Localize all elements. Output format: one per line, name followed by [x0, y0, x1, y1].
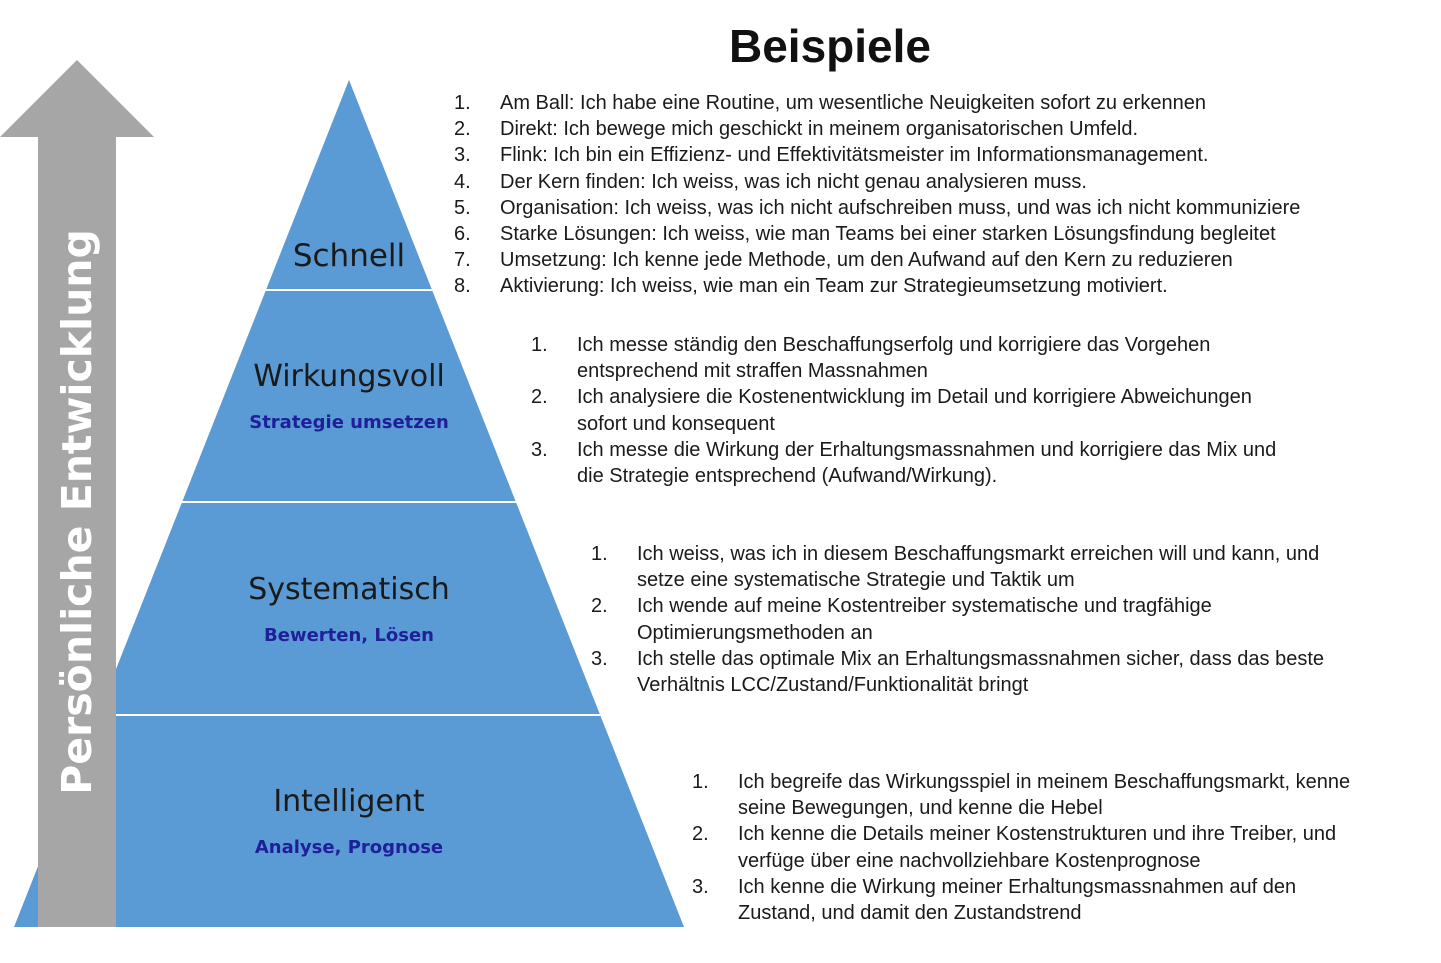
list-item	[531, 437, 1276, 489]
list-item	[454, 90, 1300, 116]
list-item	[454, 195, 1300, 221]
examples-list-wirkungsvoll	[531, 332, 1276, 489]
list-item	[692, 821, 1350, 873]
examples-list-schnell	[454, 90, 1300, 300]
list-item-number: 6.	[454, 223, 471, 246]
list-item	[591, 646, 1324, 698]
list-item-number: 3.	[692, 875, 709, 898]
list-item-text: Am Ball: Ich habe eine Routine, um wesentliche Neuigkeiten sofort zu erkennen	[500, 92, 1206, 114]
list-item	[692, 874, 1350, 926]
list-item-text: Ich messe die Wirkung der Erhaltungsmassnahmen und korrigiere das Mix und	[577, 438, 1277, 461]
list-item-number: 1.	[591, 543, 608, 565]
list-item-text: Ich wende auf meine Kostentreiber systematische und tragfähige	[637, 595, 1212, 618]
list-item-text: Starke Lösungen: Ich weiss, wie man Teams bei einer starken Lösungsfindung begleitet	[500, 223, 1276, 246]
list-item-text: Direkt: Ich bewege mich geschickt in meinem organisatorischen Umfeld.	[500, 118, 1139, 141]
list-item-text: Optimierungsmethoden an	[637, 621, 873, 644]
list-item-text: Ich weiss, was ich in diesem Beschaffungsmarkt erreichen will und kann, und	[637, 543, 1320, 565]
list-item-text: verfüge über eine nachvollziehbare Kostenprognose	[738, 849, 1201, 872]
list-item-text: seine Bewegungen, und kenne die Hebel	[738, 797, 1103, 820]
list-item-text: Zustand, und damit den Zustandstrend	[738, 902, 1082, 925]
list-item-number: 1.	[531, 334, 548, 356]
level-label-schnell: Schnell	[292, 238, 406, 274]
list-item	[591, 541, 1324, 593]
list-item	[454, 221, 1300, 247]
list-item	[454, 116, 1300, 142]
list-item-number: 2.	[454, 118, 471, 141]
list-item-text: Aktivierung: Ich weiss, wie man ein Team zur Strategieumsetzung motiviert.	[500, 275, 1168, 298]
list-item	[454, 169, 1300, 195]
list-item-text: Ich analysiere die Kostenentwicklung im Detail und korrigiere Abweichungen	[577, 386, 1252, 409]
list-item-text: Umsetzung: Ich kenne jede Methode, um den Aufwand auf den Kern zu reduzieren	[500, 249, 1233, 272]
list-item-number: 3.	[531, 438, 548, 461]
list-item	[692, 769, 1350, 821]
list-item-text: Ich kenne die Wirkung meiner Erhaltungsmassnahmen auf den	[738, 875, 1297, 898]
list-item-text: Der Kern finden: Ich weiss, was ich nicht genau analysieren muss.	[500, 170, 1087, 193]
list-item-number: 4.	[454, 170, 471, 193]
examples-list-systematisch	[591, 541, 1324, 698]
list-item-text: setze eine systematische Strategie und Taktik um	[637, 569, 1075, 592]
list-item-number: 1.	[454, 92, 471, 114]
list-item-text: Verhältnis LCC/Zustand/Funktionalität bringt	[637, 674, 1029, 697]
list-item-number: 3.	[591, 647, 608, 670]
arrow-label: Persönliche Entwicklung	[53, 229, 101, 795]
list-item-number: 7.	[454, 249, 471, 272]
list-item	[591, 593, 1324, 645]
list-item-text: sofort und konsequent	[577, 412, 775, 435]
level-label-wirkungsvoll: Wirkungsvoll	[253, 359, 445, 394]
examples-list-intelligent	[692, 769, 1350, 926]
list-item-number: 8.	[454, 275, 471, 298]
level-sublabel-wirkungsvoll: Strategie umsetzen	[249, 412, 449, 433]
list-item-number: 2.	[692, 823, 709, 846]
list-item	[454, 247, 1300, 273]
list-item-number: 2.	[531, 386, 548, 409]
list-item-text: Ich kenne die Details meiner Kostenstrukturen und ihre Treiber, und	[738, 823, 1337, 846]
list-item-number: 5.	[454, 196, 471, 219]
level-sublabel-intelligent: Analyse, Prognose	[254, 837, 444, 858]
level-sublabel-systematisch: Bewerten, Lösen	[264, 625, 434, 646]
list-item-number: 1.	[692, 771, 709, 793]
list-item	[531, 332, 1276, 384]
list-item	[531, 384, 1276, 436]
list-item-text: Flink: Ich bin ein Effizienz- und Effektivitätsmeister im Informationsmanagement.	[500, 144, 1209, 167]
list-item-text: Ich begreife das Wirkungsspiel in meinem Beschaffungsmarkt, kenne	[738, 771, 1351, 793]
list-item-number: 2.	[591, 595, 608, 618]
list-item	[454, 142, 1300, 168]
list-item-text: die Strategie entsprechend (Aufwand/Wirkung).	[577, 465, 998, 488]
level-label-intelligent: Intelligent	[273, 784, 425, 819]
page-title: Beispiele	[729, 20, 931, 72]
level-label-systematisch: Systematisch	[248, 572, 450, 607]
list-item-text: Ich messe ständig den Beschaffungserfolg und korrigiere das Vorgehen	[577, 334, 1211, 356]
list-item	[454, 273, 1300, 299]
list-item-text: Organisation: Ich weiss, was ich nicht aufschreiben muss, und was ich nicht kommuniziere	[500, 196, 1301, 219]
list-item-number: 3.	[454, 144, 471, 167]
list-item-text: Ich stelle das optimale Mix an Erhaltungsmassnahmen sicher, dass das beste	[637, 647, 1325, 670]
list-item-text: entsprechend mit straffen Massnahmen	[577, 360, 928, 383]
